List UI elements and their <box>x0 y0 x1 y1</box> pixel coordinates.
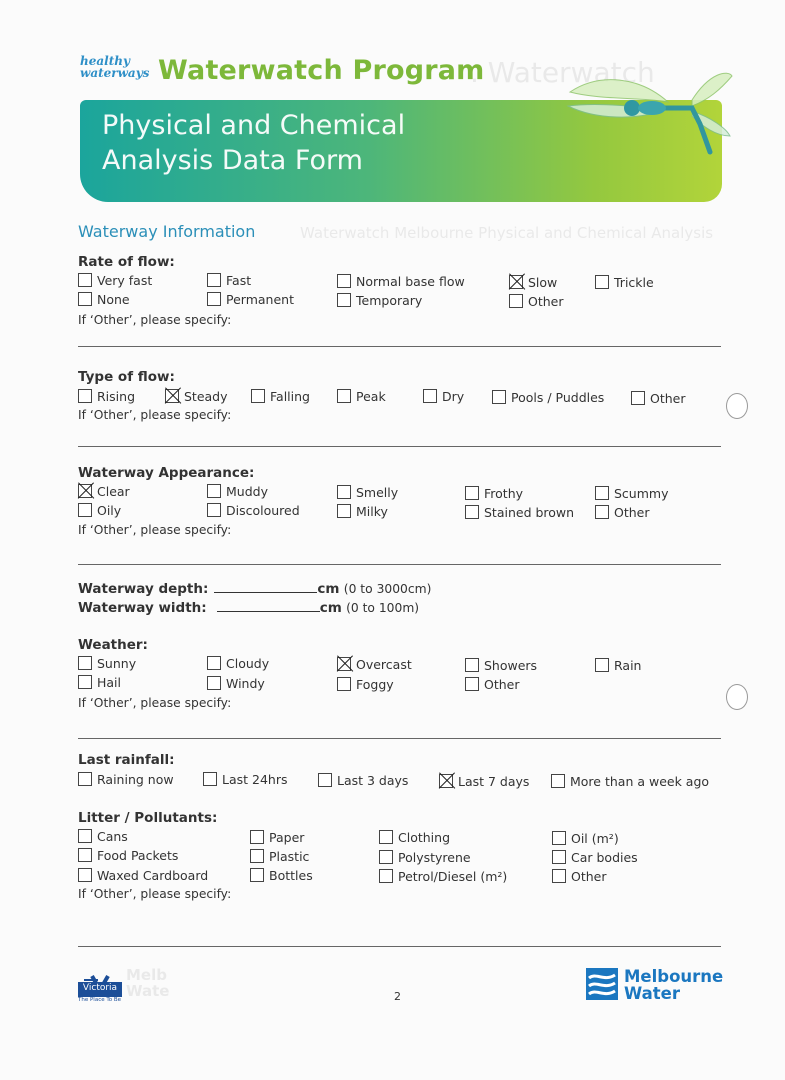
option-other[interactable] <box>509 294 564 309</box>
checkbox[interactable] <box>379 869 393 883</box>
victoria-tagline: The Place To Be <box>78 997 122 1003</box>
option-label: Windy <box>226 676 265 691</box>
option-label: Raining now <box>97 772 174 787</box>
option-fast[interactable] <box>207 273 251 288</box>
option-label: Food Packets <box>97 848 179 863</box>
checkbox[interactable] <box>207 656 221 670</box>
option-windy[interactable] <box>207 676 265 691</box>
option-bottles[interactable] <box>250 868 313 883</box>
option-label: None <box>97 292 130 307</box>
checkbox[interactable] <box>78 675 92 689</box>
option-label: Last 7 days <box>458 774 530 789</box>
weather-specify-line[interactable] <box>78 738 721 739</box>
option-plastic[interactable] <box>250 849 309 864</box>
option-cloudy[interactable] <box>207 656 269 671</box>
checkbox[interactable] <box>78 292 92 306</box>
option-discoloured[interactable] <box>207 503 300 518</box>
checkbox[interactable] <box>551 774 565 788</box>
show-through-melbourne-water: Melb Wate <box>126 966 170 1000</box>
option-label: Frothy <box>484 486 524 501</box>
option-frothy[interactable] <box>465 486 523 501</box>
option-clothing[interactable] <box>379 830 450 845</box>
option-foggy[interactable] <box>337 677 394 692</box>
checkbox[interactable] <box>595 658 609 672</box>
option-label: Slow <box>528 275 558 290</box>
option-label: Other <box>528 294 564 309</box>
checkbox[interactable] <box>337 274 351 288</box>
option-more-than-a-week-ago[interactable] <box>551 774 709 789</box>
option-smelly[interactable] <box>337 485 398 500</box>
show-through-heading: Waterwatch Melbourne Physical and Chemical Analysis <box>300 224 714 242</box>
option-label: Oil (m²) <box>571 831 619 846</box>
checkbox[interactable] <box>337 485 351 499</box>
option-very-fast[interactable] <box>78 273 152 288</box>
waterway-depth-label: Waterway depth: <box>78 581 209 597</box>
waterway-width-range: (0 to 100m) <box>346 601 420 615</box>
option-label: Stained brown <box>484 505 575 520</box>
waterway-width-row <box>78 599 419 616</box>
option-showers[interactable] <box>465 658 537 673</box>
option-label: Other <box>614 505 650 520</box>
checkbox[interactable] <box>78 772 92 786</box>
waterway-width-label: Waterway width: <box>78 600 207 616</box>
option-label: Fast <box>226 273 252 288</box>
binder-hole-top <box>726 393 748 419</box>
checkbox[interactable] <box>337 389 351 403</box>
checkbox[interactable] <box>250 849 264 863</box>
page-number: 2 <box>394 990 401 1003</box>
checkbox[interactable] <box>465 658 479 672</box>
option-muddy[interactable] <box>207 484 268 499</box>
type-of-flow-label: Type of flow: <box>78 369 175 385</box>
option-hail[interactable] <box>78 675 121 690</box>
option-label: Milky <box>356 504 388 519</box>
checkbox[interactable] <box>379 850 393 864</box>
checkbox[interactable] <box>337 677 351 691</box>
option-permanent[interactable] <box>207 292 294 307</box>
victoria-logo-text: Victoria <box>78 982 122 997</box>
option-label: Oily <box>97 503 122 518</box>
waterway-appearance-specify-label: If ‘Other’, please specify: <box>78 523 232 537</box>
option-rising[interactable] <box>78 389 135 404</box>
option-temporary[interactable] <box>337 293 422 308</box>
form-title <box>102 108 405 178</box>
option-label: Paper <box>269 830 305 845</box>
checkbox[interactable] <box>465 486 479 500</box>
checkbox[interactable] <box>78 868 92 882</box>
checkbox[interactable] <box>595 505 609 519</box>
checkbox[interactable] <box>492 390 506 404</box>
option-label: Other <box>484 677 520 692</box>
checkbox[interactable] <box>78 829 92 843</box>
option-trickle[interactable] <box>595 275 654 290</box>
option-label: Sunny <box>97 656 137 671</box>
melbourne-water-wave-icon <box>586 968 618 1000</box>
form-title-line-1: Physical and Chemical <box>102 110 406 141</box>
checkbox[interactable] <box>337 293 351 307</box>
option-label: Last 24hrs <box>222 772 288 787</box>
rate-of-flow-specify-label: If ‘Other’, please specify: <box>78 313 232 327</box>
option-none[interactable] <box>78 292 130 307</box>
option-label: Rising <box>97 389 136 404</box>
melbourne-water-line-2: Water <box>624 984 680 1003</box>
rate-of-flow-label: Rate of flow: <box>78 254 175 270</box>
waterway-appearance-label: Waterway Appearance: <box>78 465 255 481</box>
option-other[interactable] <box>631 391 686 406</box>
logo-line-1: healthy <box>80 54 130 68</box>
waterway-depth-unit: cm <box>317 581 340 597</box>
option-label: Foggy <box>356 677 394 692</box>
melbourne-water-logo-text <box>624 968 723 1002</box>
option-pools-puddles[interactable] <box>492 390 604 405</box>
checkbox[interactable] <box>423 389 437 403</box>
option-sunny[interactable] <box>78 656 136 671</box>
type-of-flow-specify-line[interactable] <box>78 446 721 447</box>
option-label: Car bodies <box>571 850 638 865</box>
option-slow[interactable] <box>509 275 557 290</box>
option-label: More than a week ago <box>570 774 710 789</box>
option-oily[interactable] <box>78 503 121 518</box>
option-car-bodies[interactable] <box>552 850 638 865</box>
checkbox[interactable] <box>465 505 479 519</box>
option-normal-base-flow[interactable] <box>337 274 465 289</box>
option-label: Normal base flow <box>356 274 465 289</box>
checkbox-checked[interactable] <box>165 389 179 403</box>
checkbox[interactable] <box>78 656 92 670</box>
option-waxed-cardboard[interactable] <box>78 868 208 883</box>
checkbox[interactable] <box>207 676 221 690</box>
litter-specify-label: If ‘Other’, please specify: <box>78 887 232 901</box>
option-rain[interactable] <box>595 658 641 673</box>
litter-pollutants-label: Litter / Pollutants: <box>78 810 218 826</box>
option-label: Rain <box>614 658 642 673</box>
option-label: Peak <box>356 389 386 404</box>
option-label: Showers <box>484 658 538 673</box>
binder-hole-bottom <box>726 684 748 710</box>
option-other[interactable] <box>552 869 607 884</box>
option-label: Muddy <box>226 484 268 499</box>
waterway-appearance-specify-line[interactable] <box>78 564 721 565</box>
checkbox-checked[interactable] <box>337 657 351 671</box>
weather-label: Weather: <box>78 637 148 653</box>
option-dry[interactable] <box>423 389 464 404</box>
option-label: Permanent <box>226 292 294 307</box>
option-label: Steady <box>184 389 228 404</box>
option-label: Overcast <box>356 657 412 672</box>
option-petrol-diesel[interactable] <box>379 869 507 884</box>
waterway-depth-range: (0 to 3000cm) <box>343 582 432 596</box>
option-label: Trickle <box>614 275 654 290</box>
checkbox-checked[interactable] <box>78 484 92 498</box>
option-label: Cloudy <box>226 656 270 671</box>
checkbox[interactable] <box>207 484 221 498</box>
option-scummy[interactable] <box>595 486 668 501</box>
option-label: Plastic <box>269 849 310 864</box>
option-label: Clothing <box>398 830 451 845</box>
option-label: Pools / Puddles <box>511 390 605 405</box>
melbourne-water-line-1: Melbourne <box>624 967 724 986</box>
checkbox[interactable] <box>207 273 221 287</box>
rate-of-flow-specify-line[interactable] <box>78 346 721 347</box>
checkbox[interactable] <box>595 275 609 289</box>
type-of-flow-specify-label: If ‘Other’, please specify: <box>78 408 232 422</box>
option-label: Dry <box>442 389 465 404</box>
option-label: Cans <box>97 829 128 844</box>
checkbox[interactable] <box>251 389 265 403</box>
checkbox[interactable] <box>207 292 221 306</box>
checkbox[interactable] <box>78 848 92 862</box>
option-label: Other <box>571 869 607 884</box>
section-title-waterway-information: Waterway Information <box>78 222 256 241</box>
litter-specify-line[interactable] <box>78 946 721 947</box>
option-label: Other <box>650 391 686 406</box>
program-title: Waterwatch Program <box>158 55 485 86</box>
checkbox[interactable] <box>595 486 609 500</box>
option-last-24hrs[interactable] <box>203 772 288 787</box>
checkbox[interactable] <box>203 772 217 786</box>
show-through-title: . Waterwatch <box>470 56 655 89</box>
checkbox[interactable] <box>250 830 264 844</box>
checkbox[interactable] <box>318 773 332 787</box>
option-polystyrene[interactable] <box>379 850 471 865</box>
dragonfly-icon <box>560 62 735 157</box>
option-cans[interactable] <box>78 829 128 844</box>
option-label: Last 3 days <box>337 773 409 788</box>
checkbox[interactable] <box>509 294 523 308</box>
option-food-packets[interactable] <box>78 848 178 863</box>
option-last-3-days[interactable] <box>318 773 408 788</box>
checkbox[interactable] <box>78 273 92 287</box>
weather-specify-label: If ‘Other’, please specify: <box>78 696 232 710</box>
option-last-7-days[interactable] <box>439 774 529 789</box>
checkbox-checked[interactable] <box>439 774 453 788</box>
option-overcast[interactable] <box>337 657 412 672</box>
checkbox[interactable] <box>337 504 351 518</box>
option-other[interactable] <box>465 677 520 692</box>
checkbox[interactable] <box>552 869 566 883</box>
option-label: Hail <box>97 675 122 690</box>
option-peak[interactable] <box>337 389 386 404</box>
option-label: Falling <box>270 389 310 404</box>
option-label: Polystyrene <box>398 850 471 865</box>
logo-line-2: waterways <box>80 66 150 80</box>
checkbox[interactable] <box>78 503 92 517</box>
last-rainfall-label: Last rainfall: <box>78 752 175 768</box>
checkbox[interactable] <box>552 850 566 864</box>
option-falling[interactable] <box>251 389 310 404</box>
option-other[interactable] <box>595 505 650 520</box>
checkbox[interactable] <box>631 391 645 405</box>
option-paper[interactable] <box>250 830 304 845</box>
option-steady[interactable] <box>165 389 228 404</box>
option-label: Temporary <box>356 293 423 308</box>
waterway-depth-row <box>78 580 431 597</box>
checkbox[interactable] <box>465 677 479 691</box>
option-label: Waxed Cardboard <box>97 868 209 883</box>
checkbox[interactable] <box>379 830 393 844</box>
waterway-width-input[interactable] <box>217 599 320 612</box>
option-label: Clear <box>97 484 130 499</box>
checkbox[interactable] <box>250 868 264 882</box>
form-title-line-2: Analysis Data Form <box>102 145 363 176</box>
option-oil[interactable] <box>552 831 619 846</box>
option-label: Scummy <box>614 486 669 501</box>
option-label: Bottles <box>269 868 313 883</box>
checkbox[interactable] <box>552 831 566 845</box>
option-clear[interactable] <box>78 484 130 499</box>
option-label: Petrol/Diesel (m²) <box>398 869 508 884</box>
option-raining-now[interactable] <box>78 772 174 787</box>
healthy-waterways-logo <box>80 55 149 79</box>
option-label: Discoloured <box>226 503 300 518</box>
checkbox[interactable] <box>78 389 92 403</box>
option-label: Smelly <box>356 485 399 500</box>
checkbox[interactable] <box>207 503 221 517</box>
waterway-width-unit: cm <box>319 600 342 616</box>
option-milky[interactable] <box>337 504 388 519</box>
option-stained-brown[interactable] <box>465 505 574 520</box>
option-label: Very fast <box>97 273 153 288</box>
checkbox-checked[interactable] <box>509 275 523 289</box>
waterway-depth-input[interactable] <box>214 580 317 593</box>
